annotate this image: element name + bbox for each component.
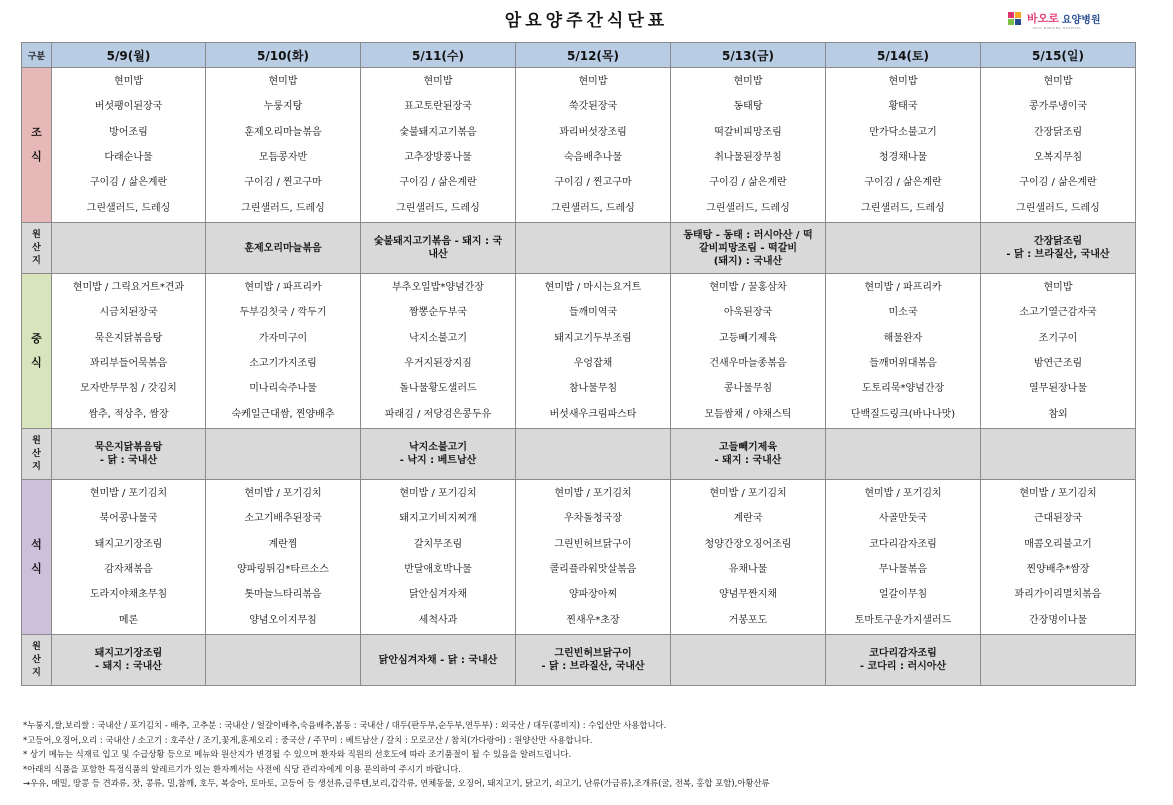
breakfast-origin-cell: 숯불돼지고기볶음 - 돼지 : 국 내산 (361, 223, 516, 274)
footnote-line: *누룽지,쌀,보리쌀 : 국내산 / 포기김치 - 배추, 고추분 : 국내산 / 얼갈이배추,숙음배추,봄동 : 국내산 / 대두(판두부,순두부,연두부) : 외국산 / 대두(콩비지) : 수입산만 사용합니다. (23, 720, 667, 730)
lunch-day-cell (516, 274, 671, 429)
menu-item: 소고기가지조림 (249, 358, 317, 369)
menu-item: 건새우마늘종볶음 (709, 358, 787, 369)
breakfast-day-cell (206, 68, 361, 223)
menu-item: 돼지고기두부조림 (554, 332, 632, 344)
menu-item: 숯불돼지고기볶음 (399, 126, 477, 138)
dinner-day-cell (981, 480, 1136, 635)
breakfast-origin-cell (516, 223, 671, 274)
menu-item: 소고기배추된장국 (244, 513, 322, 525)
menu-item: 훈제오리마늘볶음 (244, 126, 322, 138)
menu-item: 우거지된장지짐 (404, 358, 472, 369)
breakfast-day-cell (361, 68, 516, 223)
menu-item: 콩나물무침 (723, 383, 773, 395)
menu-item: 현미밥 (578, 76, 608, 88)
menu-item: 모자반무무침 / 갓김치 (80, 383, 177, 395)
footnotes (23, 718, 1158, 791)
dinner-day-cell (52, 480, 206, 635)
day-header: 5/14(토) (826, 43, 981, 68)
menu-item: 현미밥 / 파프리카 (244, 282, 322, 294)
menu-item: 콩가루냉이국 (1029, 101, 1087, 113)
lunch-day-cell (52, 274, 206, 429)
menu-item: 들깨미역국 (568, 307, 618, 319)
breakfast-day-cell (516, 68, 671, 223)
menu-item: 그린샐러드, 드레싱 (396, 202, 480, 214)
footnote-line: *고등어,오징어,오리 : 국내산 / 소고기 : 호주산 / 조기,꽃게,훈제오리 : 중국산 / 주꾸미 : 베트남산 / 갈치 : 모로코산 / 참치(가다랑어) : 원양산만 사용합니다. (23, 734, 593, 745)
menu-item: 세척사과 (418, 614, 458, 626)
dinner-label: 석 식 (22, 480, 52, 635)
menu-item: 사골만둣국 (878, 513, 928, 525)
menu-item: 양파장아찌 (568, 589, 618, 601)
lunch-row (22, 274, 1136, 429)
dinner-day-cell (826, 480, 981, 635)
menu-item: 구이김 / 찐고구마 (554, 177, 632, 189)
lunch-day-cell (361, 274, 516, 429)
menu-item: 현미밥 (114, 76, 143, 88)
day-header: 5/15(일) (981, 43, 1136, 68)
dinner-origin-cell (981, 635, 1136, 686)
day-header: 5/11(수) (361, 43, 516, 68)
menu-item: 찐새우*초장 (566, 614, 620, 626)
menu-item: 그린샐러드, 드레싱 (241, 202, 325, 214)
menu-item: 도토리묵*양념간장 (861, 383, 945, 395)
menu-item: 쌈추, 적상추, 쌈장 (88, 408, 169, 420)
breakfast-origin-cell: 동태탕 - 동태 : 러시아산 / 떡 갈비피망조림 - 떡갈비 (돼지) : 국내산 (671, 223, 826, 274)
menu-item: 갈치무조림 (413, 538, 463, 550)
menu-item: 현미밥 (733, 76, 763, 88)
menu-item: 구이김 / 삶은계란 (89, 177, 168, 189)
menu-item: 부추오일밥*양념간장 (392, 282, 484, 294)
lunch-day-cell (671, 274, 826, 429)
menu-item: 양념무짠지채 (719, 589, 777, 601)
menu-item: 우엉잡채 (573, 358, 613, 369)
menu-item: 그린빈허브닭구이 (554, 538, 632, 550)
menu-item: 현미밥 / 포기김치 (244, 488, 322, 500)
menu-item: 모듬쌈채 / 야채스틱 (704, 408, 792, 420)
menu-item: 현미밥 / 꿀홍삼차 (709, 282, 787, 294)
menu-item: 반달애호박나물 (404, 564, 472, 575)
menu-item: 현미밥 (268, 76, 298, 88)
menu-item: 현미밥 / 포기김치 (709, 488, 787, 500)
breakfast-origin-cell: 훈제오리마늘볶음 (206, 223, 361, 274)
menu-item: 구이김 / 삶은계란 (709, 177, 787, 189)
dinner-origin-cell: 돼지고기장조림 - 돼지 : 국내산 (52, 635, 206, 686)
lunch-origin-cell (206, 429, 361, 480)
day-header: 5/12(목) (516, 43, 671, 68)
menu-item: 들깨머위대볶음 (869, 358, 937, 369)
lunch-origin-cell (826, 429, 981, 480)
menu-item: 구이김 / 찐고구마 (244, 177, 322, 189)
weekly-menu-table (21, 42, 1136, 686)
menu-item: 양념오이지무침 (249, 614, 317, 626)
menu-item: 단백질드링크(바나나맛) (850, 408, 956, 420)
lunch-day-cell (826, 274, 981, 429)
menu-item: 현미밥 / 포기김치 (399, 488, 477, 500)
dinner-day-cell (206, 480, 361, 635)
lunch-label: 중 식 (22, 274, 52, 429)
breakfast-day-cell (671, 68, 826, 223)
menu-item: 무나물볶음 (878, 564, 928, 575)
menu-item: 미소국 (888, 307, 918, 319)
menu-item: 현미밥 / 마시는요거트 (544, 282, 642, 294)
dinner-origin-cell: 닭안심겨자채 - 닭 : 국내산 (361, 635, 516, 686)
dinner-origin-cell (206, 635, 361, 686)
menu-item: 미나리숙주나물 (249, 383, 317, 395)
menu-item: 떡갈비피망조림 (714, 126, 782, 138)
menu-item: 짬뽕순두부국 (409, 307, 467, 319)
menu-item: 메론 (118, 614, 139, 626)
lunch-origin-cell (516, 429, 671, 480)
menu-item: 양파링튀김*타르소스 (237, 564, 329, 575)
lunch-day-cell (981, 274, 1136, 429)
dinner-row (22, 480, 1136, 635)
menu-item: 해물완자 (883, 332, 923, 344)
menu-item: 참나물무침 (568, 383, 618, 395)
breakfast-origin-cell (52, 223, 206, 274)
menu-item: 꽈리가이리멸치볶음 (1014, 589, 1102, 601)
menu-item: 버섯팽이된장국 (94, 101, 163, 113)
menu-item: 꽈리버섯장조림 (559, 126, 627, 138)
menu-item: 북어콩나물국 (99, 513, 158, 525)
menu-item: 토마토구운가지샐러드 (854, 614, 952, 626)
menu-item: 취나물된장무침 (714, 152, 782, 163)
breakfast-label: 조 식 (22, 68, 52, 223)
logo-name: 바오로 (1027, 12, 1059, 25)
dinner-origin-cell: 코다리감자조림 - 코다리 : 러시아산 (826, 635, 981, 686)
menu-item: 그린샐러드, 드레싱 (706, 202, 790, 214)
menu-item: 현미밥 (1043, 76, 1073, 88)
footnote-line: →우유, 메밀, 땅콩 등 견과류, 잣, 콩류, 밀,참깨, 호두, 복숭아, 토마토, 고등어 등 생선류,글루텐,보리,갑각류, 연체동물, 오징어, 돼지고기, 닭고기, 쇠고기, 난류(가금류),조개류(굴, 전복, 홍합 포함),아황산류 (23, 778, 770, 789)
logo-icon (1008, 12, 1024, 25)
menu-item: 간장명이나물 (1029, 614, 1087, 626)
menu-item: 찐양배추*쌈장 (1026, 564, 1090, 575)
menu-item: 낙지소불고기 (409, 332, 467, 344)
dinner-origin-label: 원 산 지 (22, 635, 52, 686)
menu-item: 계란국 (733, 513, 763, 525)
menu-item: 코다리감자조림 (869, 538, 937, 550)
lunch-origin-cell: 묵은지닭볶음탕 - 닭 : 국내산 (52, 429, 206, 480)
menu-item: 고등빼기제육 (719, 332, 777, 344)
menu-item: 청경채나물 (878, 152, 928, 163)
lunch-origin-cell: 고들빼기제육 - 돼지 : 국내산 (671, 429, 826, 480)
menu-item: 파래김 / 저당검은콩두유 (384, 408, 492, 420)
breakfast-row (22, 68, 1136, 223)
menu-item: 밤연근조림 (1033, 358, 1083, 369)
menu-item: 숙음배추나물 (564, 152, 622, 163)
page-title: 암요양주간식단표 (504, 11, 669, 31)
lunch-origin-row (22, 429, 1136, 480)
menu-item: 계란찜 (268, 538, 298, 550)
menu-item: 그린샐러드, 드레싱 (1016, 202, 1100, 214)
day-header: 5/10(화) (206, 43, 361, 68)
menu-item: 꽈리부들어묵볶음 (89, 358, 168, 369)
day-header: 5/9(월) (52, 43, 206, 68)
menu-item: 버섯새우크림파스타 (549, 408, 637, 420)
menu-item: 동태탕 (733, 101, 763, 113)
menu-item: 청양간장오징어조림 (704, 538, 792, 550)
corner-label: 구분 (22, 43, 52, 68)
footnote-line: * 상기 메뉴는 식재료 입고 및 수급상황 등으로 메뉴와 원산지가 변경될 수 있으며 환자와 직원의 선호도에 따라 조기품절이 될 수 있음을 알려드립니다. (23, 749, 572, 760)
menu-item: 조기구이 (1038, 332, 1078, 344)
dinner-origin-cell (671, 635, 826, 686)
menu-item: 숙케일근대쌈, 찐양배추 (231, 408, 335, 420)
menu-item: 다래순나물 (104, 152, 153, 163)
menu-item: 닭안심겨자채 (409, 589, 467, 601)
menu-item: 현미밥 / 포기김치 (864, 488, 942, 500)
menu-item: 매콤오리불고기 (1024, 538, 1092, 550)
menu-item: 아욱된장국 (723, 307, 773, 319)
menu-item: 구이김 / 삶은계란 (1019, 177, 1097, 189)
menu-item: 황태국 (888, 101, 918, 113)
dinner-origin-cell: 그린빈허브닭구이 - 닭 : 브라질산, 국내산 (516, 635, 671, 686)
menu-item: 얼갈이무침 (878, 589, 928, 601)
menu-item: 감자채볶음 (104, 564, 153, 575)
lunch-origin-label: 원 산 지 (22, 429, 52, 480)
day-header: 5/13(금) (671, 43, 826, 68)
menu-item: 현미밥 / 파프리카 (864, 282, 942, 294)
lunch-day-cell (206, 274, 361, 429)
menu-item: 돼지고기비지찌개 (399, 513, 477, 525)
menu-item: 돌나물황도샐러드 (399, 383, 477, 395)
menu-item: 구이김 / 삶은계란 (864, 177, 942, 189)
menu-item: 구이김 / 삶은계란 (399, 177, 477, 189)
menu-item: 톳마늘느타리볶음 (244, 589, 322, 601)
menu-item: 거봉포도 (728, 614, 768, 626)
menu-item: 쑥갓된장국 (568, 101, 618, 113)
menu-item: 현미밥 / 그릭요거트*견과 (72, 282, 185, 294)
dinner-day-cell (671, 480, 826, 635)
menu-item: 그린샐러드, 드레싱 (861, 202, 945, 214)
breakfast-day-cell (981, 68, 1136, 223)
menu-item: 고추장방풍나물 (404, 152, 472, 163)
logo-subtitle: 요양병원 (1061, 14, 1101, 26)
menu-item: 표고토란된장국 (404, 101, 472, 113)
footnote-line: *아래의 식품을 포함한 특정식품의 알레르기가 있는 환자께서는 사전에 식당 관리자에게 이용 문의하여 주시기 바랍니다. (23, 763, 461, 774)
menu-item: 두부김칫국 / 깍두기 (239, 307, 327, 319)
logo-tagline: PAUL NURSING HOSPITAL (1033, 26, 1082, 30)
menu-item: 현미밥 / 포기김치 (89, 488, 168, 500)
breakfast-origin-label: 원 산 지 (22, 223, 52, 274)
menu-item: 시금치된장국 (99, 307, 158, 319)
menu-item: 콜리플라워맛살볶음 (549, 564, 637, 575)
menu-item: 소고기열근감자국 (1019, 307, 1097, 319)
menu-item: 현미밥 (1043, 282, 1073, 294)
breakfast-day-cell (826, 68, 981, 223)
lunch-origin-cell: 낙지소불고기 - 낙지 : 베트남산 (361, 429, 516, 480)
breakfast-origin-cell (826, 223, 981, 274)
menu-item: 돼지고기장조림 (94, 538, 163, 550)
menu-item: 오복지무침 (1033, 152, 1083, 163)
menu-item: 그린샐러드, 드레싱 (551, 202, 635, 214)
menu-item: 현미밥 (423, 76, 453, 88)
menu-item: 근대된장국 (1033, 513, 1083, 525)
hospital-logo (1008, 9, 1101, 27)
menu-item: 현미밥 (888, 76, 918, 88)
menu-item: 간장닭조림 (1033, 126, 1083, 138)
menu-item: 현미밥 / 포기김치 (1019, 488, 1097, 500)
menu-item: 가자미구이 (258, 332, 308, 344)
dinner-day-cell (516, 480, 671, 635)
menu-item: 우차돌청국장 (564, 513, 622, 525)
menu-item: 열무된장나물 (1029, 383, 1087, 395)
breakfast-origin-row (22, 223, 1136, 274)
menu-item: 도라지야채초무침 (89, 589, 168, 601)
menu-item: 참외 (1048, 408, 1068, 420)
dinner-day-cell (361, 480, 516, 635)
menu-item: 만가닥소불고기 (869, 126, 937, 138)
menu-item: 누룽지탕 (263, 101, 303, 113)
breakfast-day-cell (52, 68, 206, 223)
dinner-origin-row (22, 635, 1136, 686)
menu-item: 방어조림 (109, 126, 148, 138)
breakfast-origin-cell: 간장닭조림 - 닭 : 브라질산, 국내산 (981, 223, 1136, 274)
menu-item: 그린샐러드, 드레싱 (86, 202, 171, 214)
lunch-origin-cell (981, 429, 1136, 480)
menu-item: 현미밥 / 포기김치 (554, 488, 632, 500)
menu-item: 묵은지닭볶음탕 (94, 332, 163, 344)
menu-item: 유채나물 (728, 564, 768, 575)
menu-item: 모듬콩자반 (258, 152, 308, 163)
